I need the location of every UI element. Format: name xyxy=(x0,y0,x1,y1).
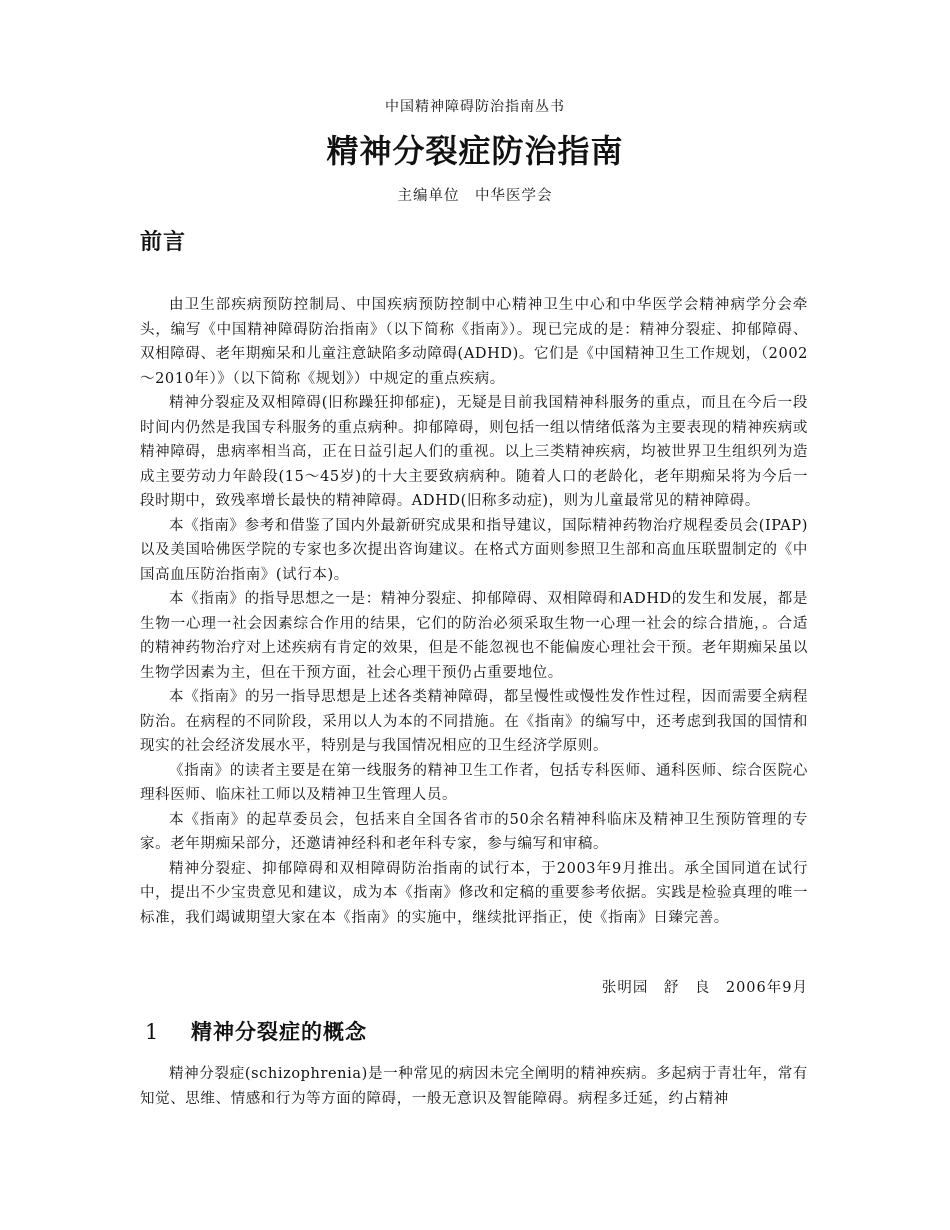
editor-line: 主编单位 中华医学会 xyxy=(397,188,553,204)
section-heading xyxy=(145,1016,367,1046)
preface-heading: 前言 xyxy=(140,230,187,255)
preface-paragraph: 由卫生部疾病预防控制局、中国疾病预防控制中心精神卫生中心和中华医学会精神病学分会牵头，编写《中国精神障碍防治指南》（以下简称《指南》）。现已完成的是：精神分裂症、抑郁障碍、双相障碍、老年期痴呆和儿童注意缺陷多动障碍(ADHD)。它们是《中国精神卫生工作规划，（2002～2010年）》（以下简称《规划》）中规定的重点疾病。 xyxy=(140,297,808,387)
document-title: 精神分裂症防治指南 xyxy=(326,132,624,170)
preface-paragraph: 《指南》的读者主要是在第一线服务的精神卫生工作者，包括专科医师、通科医师、综合医院心理科医师、临床社工师以及精神卫生管理人员。 xyxy=(140,762,808,803)
preface-body xyxy=(140,293,808,930)
section-body xyxy=(140,1062,808,1111)
preface-signature: 张明园 舒 良 2006年9月 xyxy=(601,980,808,996)
series-title: 中国精神障碍防治指南丛书 xyxy=(385,99,565,115)
preface-paragraph: 本《指南》的指导思想之一是：精神分裂症、抑郁障碍、双相障碍和ADHD的发生和发展，都是生物一心理一社会因素综合作用的结果，它们的防治必须采取生物一心理一社会的综合措施，。合适的精神药物治疗对上述疾病有肯定的效果，但是不能忽视也不能偏废心理社会干预。老年期痴呆虽以生物学因素为主，但在干预方面，社会心理干预仍占重要地位。 xyxy=(140,591,808,681)
preface-paragraph: 精神分裂症及双相障碍(旧称躁狂抑郁症)，无疑是目前我国精神科服务的重点，而且在今后一段时间内仍然是我国专科服务的重点病种。抑郁障碍，则包括一组以情绪低落为主要表现的精神疾病或精神障碍，患病率相当高，正在日益引起人们的重视。以上三类精神疾病，均被世界卫生组织列为造成主要劳动力年龄段(15～45岁)的十大主要致病病种。随着人口的老龄化，老年期痴呆将为今后一段时期中，致残率增长最快的精神障碍。ADHD(旧称多动症)，则为儿童最常见的精神障碍。 xyxy=(140,395,808,509)
preface-paragraph: 精神分裂症、抑郁障碍和双相障碍防治指南的试行本，于2003年9月推出。承全国同道在试行中，提出不少宝贵意见和建议，成为本《指南》修改和定稿的重要参考依据。实践是检验真理的唯一标准，我们竭诚期望大家在本《指南》的实施中，继续批评指正，使《指南》日臻完善。 xyxy=(140,860,808,926)
section-number: 1 xyxy=(145,1020,160,1044)
preface-paragraph: 本《指南》的另一指导思想是上述各类精神障碍，都呈慢性或慢性发作性过程，因而需要全病程防治。在病程的不同阶段，采用以人为本的不同措施。在《指南》的编写中，还考虑到我国的国情和现实的社会经济发展水平，特别是与我国情况相应的卫生经济学原则。 xyxy=(140,689,808,754)
section-title: 精神分裂症的概念 xyxy=(191,1020,367,1044)
preface-paragraph: 本《指南》的起草委员会，包括来自全国各省市的50余名精神科临床及精神卫生预防管理的专家。老年期痴呆部分，还邀请神经科和老年科专家，参与编写和审稿。 xyxy=(140,811,808,852)
preface-paragraph: 本《指南》参考和借鉴了国内外最新研究成果和指导建议，国际精神药物治疗规程委员会(IPAP)以及美国哈佛医学院的专家也多次提出咨询建议。在格式方面则参照卫生部和高血压联盟制定的《中国高血压防治指南》(试行本)。 xyxy=(140,517,808,583)
section-paragraph: 精神分裂症(schizophrenia)是一种常见的病因未完全阐明的精神疾病。多起病于青壮年，常有知觉、思维、情感和行为等方面的障碍，一般无意识及智能障碍。病程多迁延，约占精神 xyxy=(140,1066,808,1107)
